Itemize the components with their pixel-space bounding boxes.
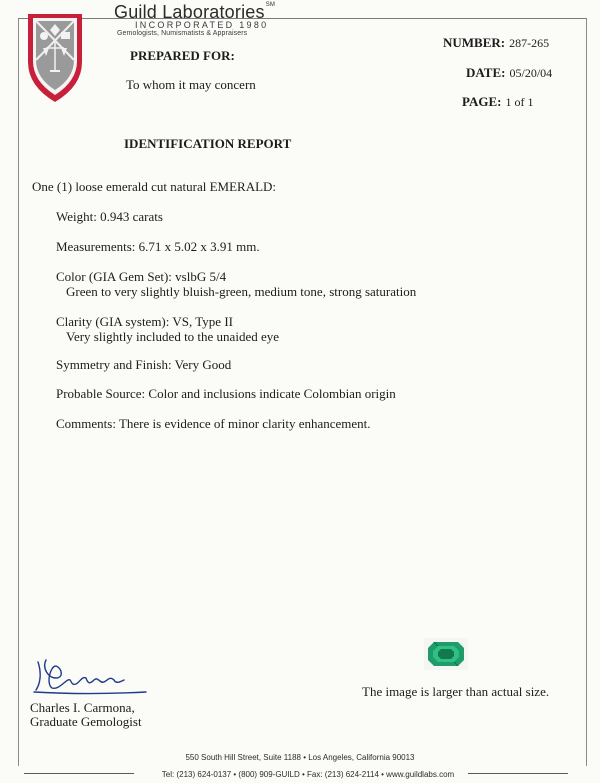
service-mark: SM xyxy=(265,2,276,8)
date-row xyxy=(466,64,552,82)
frame-top-rule xyxy=(18,18,586,19)
source-field: Probable Source: Color and inclusions indicate Colombian origin xyxy=(56,386,396,401)
signer-name: Charles I. Carmona, xyxy=(30,700,135,715)
date-value: 05/20/04 xyxy=(509,66,553,80)
emerald-photo xyxy=(424,638,468,670)
color-field: Color (GIA Gem Set): vslbG 5/4 xyxy=(56,269,227,284)
stone-description: One (1) loose emerald cut natural EMERALD: xyxy=(32,179,277,194)
footer-address: 550 South Hill Street, Suite 1188 • Los Angeles, California 90013 xyxy=(185,753,415,762)
frame-right-rule xyxy=(586,18,587,766)
handwritten-signature xyxy=(28,654,158,700)
prepared-for-label: PREPARED FOR: xyxy=(130,48,235,63)
page-row xyxy=(462,93,533,111)
number-row xyxy=(443,34,549,52)
company-tagline: Gemologists, Numismatists & Appraisers xyxy=(117,30,248,37)
number-label: NUMBER: xyxy=(443,35,506,50)
frame-left-rule xyxy=(18,18,19,766)
weight-field: Weight: 0.943 carats xyxy=(56,209,163,224)
measurements-field: Measurements: 6.71 x 5.02 x 3.91 mm. xyxy=(56,239,260,254)
clarity-field: Clarity (GIA system): VS, Type II xyxy=(56,314,233,329)
date-label: DATE: xyxy=(466,65,506,80)
report-title: IDENTIFICATION REPORT xyxy=(124,136,292,151)
page-value: 1 of 1 xyxy=(505,95,534,109)
color-detail: Green to very slightly bluish-green, medium tone, strong saturation xyxy=(66,284,417,299)
incorporated-line: INCORPORATED 1980 xyxy=(135,20,269,30)
page-label: PAGE: xyxy=(462,94,502,109)
image-size-note: The image is larger than actual size. xyxy=(362,684,550,699)
number-value: 287-265 xyxy=(509,36,550,50)
comments-field: Comments: There is evidence of minor clarity enhancement. xyxy=(56,416,371,431)
recipient: To whom it may concern xyxy=(126,77,256,92)
company-name-text: Guild Laboratories xyxy=(114,2,265,22)
guild-crest-logo xyxy=(24,8,86,108)
symmetry-field: Symmetry and Finish: Very Good xyxy=(56,357,232,372)
signer-title: Graduate Gemologist xyxy=(30,714,142,729)
clarity-detail: Very slightly included to the unaided eye xyxy=(66,329,280,344)
footer-contact: Tel: (213) 624-0137 • (800) 909-GUILD • Fax: (213) 624-2114 • www.guildlabs.com xyxy=(161,770,455,779)
